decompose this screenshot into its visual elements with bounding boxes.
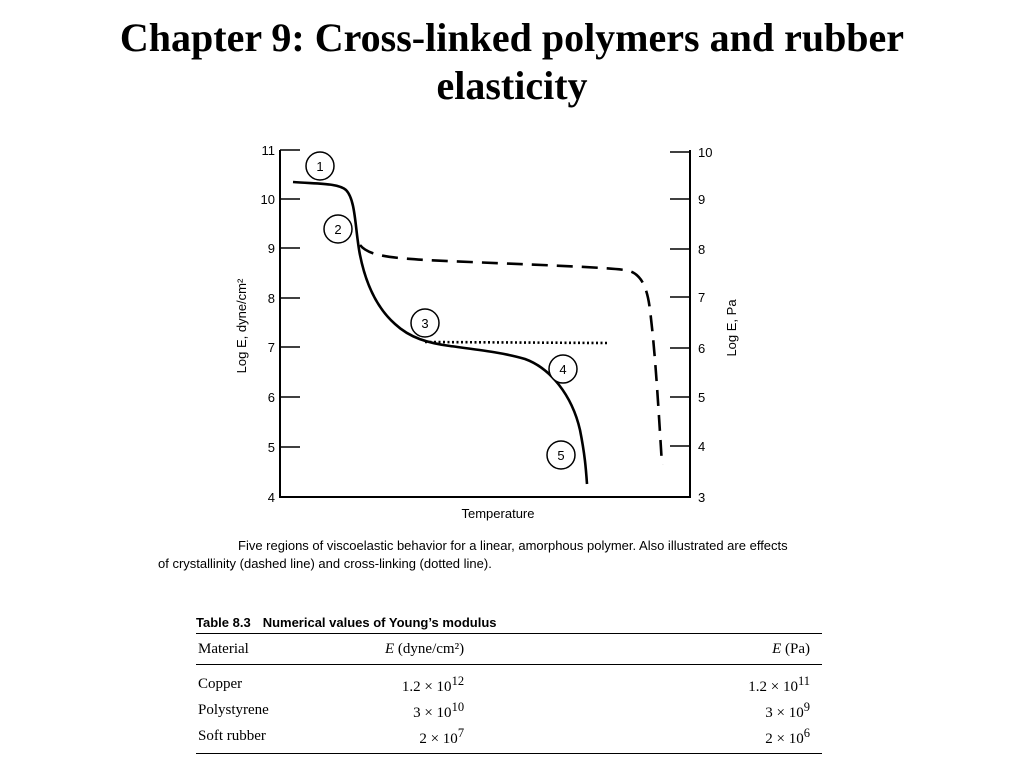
left-tick-label: 7 [267, 340, 275, 355]
region-label: 2 [334, 222, 342, 237]
right-axis-label: Log E, Pa [724, 299, 739, 357]
left-tick-label: 9 [267, 241, 275, 256]
caption-line-2: of crystallinity (dashed line) and cross-linking (dotted line). [158, 556, 492, 571]
right-tick-label: 10 [698, 145, 713, 160]
region-label: 1 [316, 159, 324, 174]
left-tick-label: 10 [260, 192, 275, 207]
region-marker-2 [324, 215, 352, 243]
table-row [196, 665, 822, 698]
title-line-2: elasticity [436, 63, 588, 108]
header-e-pa: E (Pa) [722, 634, 822, 665]
right-tick-label: 3 [698, 490, 706, 505]
cross-linking-curve-dotted [425, 342, 607, 343]
right-tick-label: 8 [698, 242, 706, 257]
cell-e-pa: $2 \times 10^6$ [765, 726, 810, 747]
left-tick-label: 6 [267, 390, 275, 405]
title-line-1: Chapter 9: Cross-linked polymers and rubber [119, 15, 905, 60]
left-axis-label: Log E, dyne/cm² [234, 278, 249, 374]
header-material: Material [196, 634, 292, 665]
left-tick-label: 5 [267, 440, 275, 455]
table-row [196, 723, 822, 754]
cell-e-dyne: $2 \times 10^7$ [419, 726, 465, 747]
table-number: Table 8.3 [196, 615, 251, 630]
cell-e-dyne: $3 \times 10^{10}$ [413, 700, 465, 721]
region-marker-1 [306, 152, 334, 180]
x-axis-label: Temperature [461, 506, 535, 521]
right-ticks [670, 152, 690, 446]
youngs-modulus-table-block [196, 613, 822, 754]
right-tick-label: 6 [698, 341, 706, 356]
right-tick-label: 7 [698, 290, 706, 305]
right-tick-label: 9 [698, 192, 706, 207]
cell-e-pa: $3 \times 10^9$ [765, 700, 810, 721]
table-title [196, 613, 822, 633]
table-header-row [196, 634, 822, 665]
region-label: 4 [559, 362, 567, 377]
cell-e-dyne: $1.2 \times 10^{12}$ [401, 674, 465, 695]
figure-caption [158, 537, 858, 573]
table-caption: Numerical values of Young’s modulus [262, 615, 497, 630]
left-tick-label: 4 [267, 490, 275, 505]
caption-line-1: Five regions of viscoelastic behavior for a linear, amorphous polymer. Also illustrated are effects [238, 538, 788, 553]
cell-material: Polystyrene [198, 702, 269, 718]
header-e-dyne: E (dyne/cm²) [292, 634, 722, 665]
left-tick-label: 11 [261, 143, 275, 158]
youngs-modulus-table [196, 633, 822, 754]
cell-material: Copper [198, 676, 243, 692]
right-tick-label: 4 [698, 439, 706, 454]
region-label: 5 [557, 448, 565, 463]
cell-material: Soft rubber [198, 728, 266, 744]
region-marker-4 [549, 355, 577, 383]
region-label: 3 [421, 316, 429, 331]
region-marker-3 [411, 309, 439, 337]
left-tick-label: 8 [267, 291, 275, 306]
table-row [196, 697, 822, 723]
cell-e-pa: $1.2 \times 10^{11}$ [748, 674, 810, 695]
left-ticks [280, 150, 300, 447]
right-tick-label: 5 [698, 390, 706, 405]
region-marker-5 [547, 441, 575, 469]
